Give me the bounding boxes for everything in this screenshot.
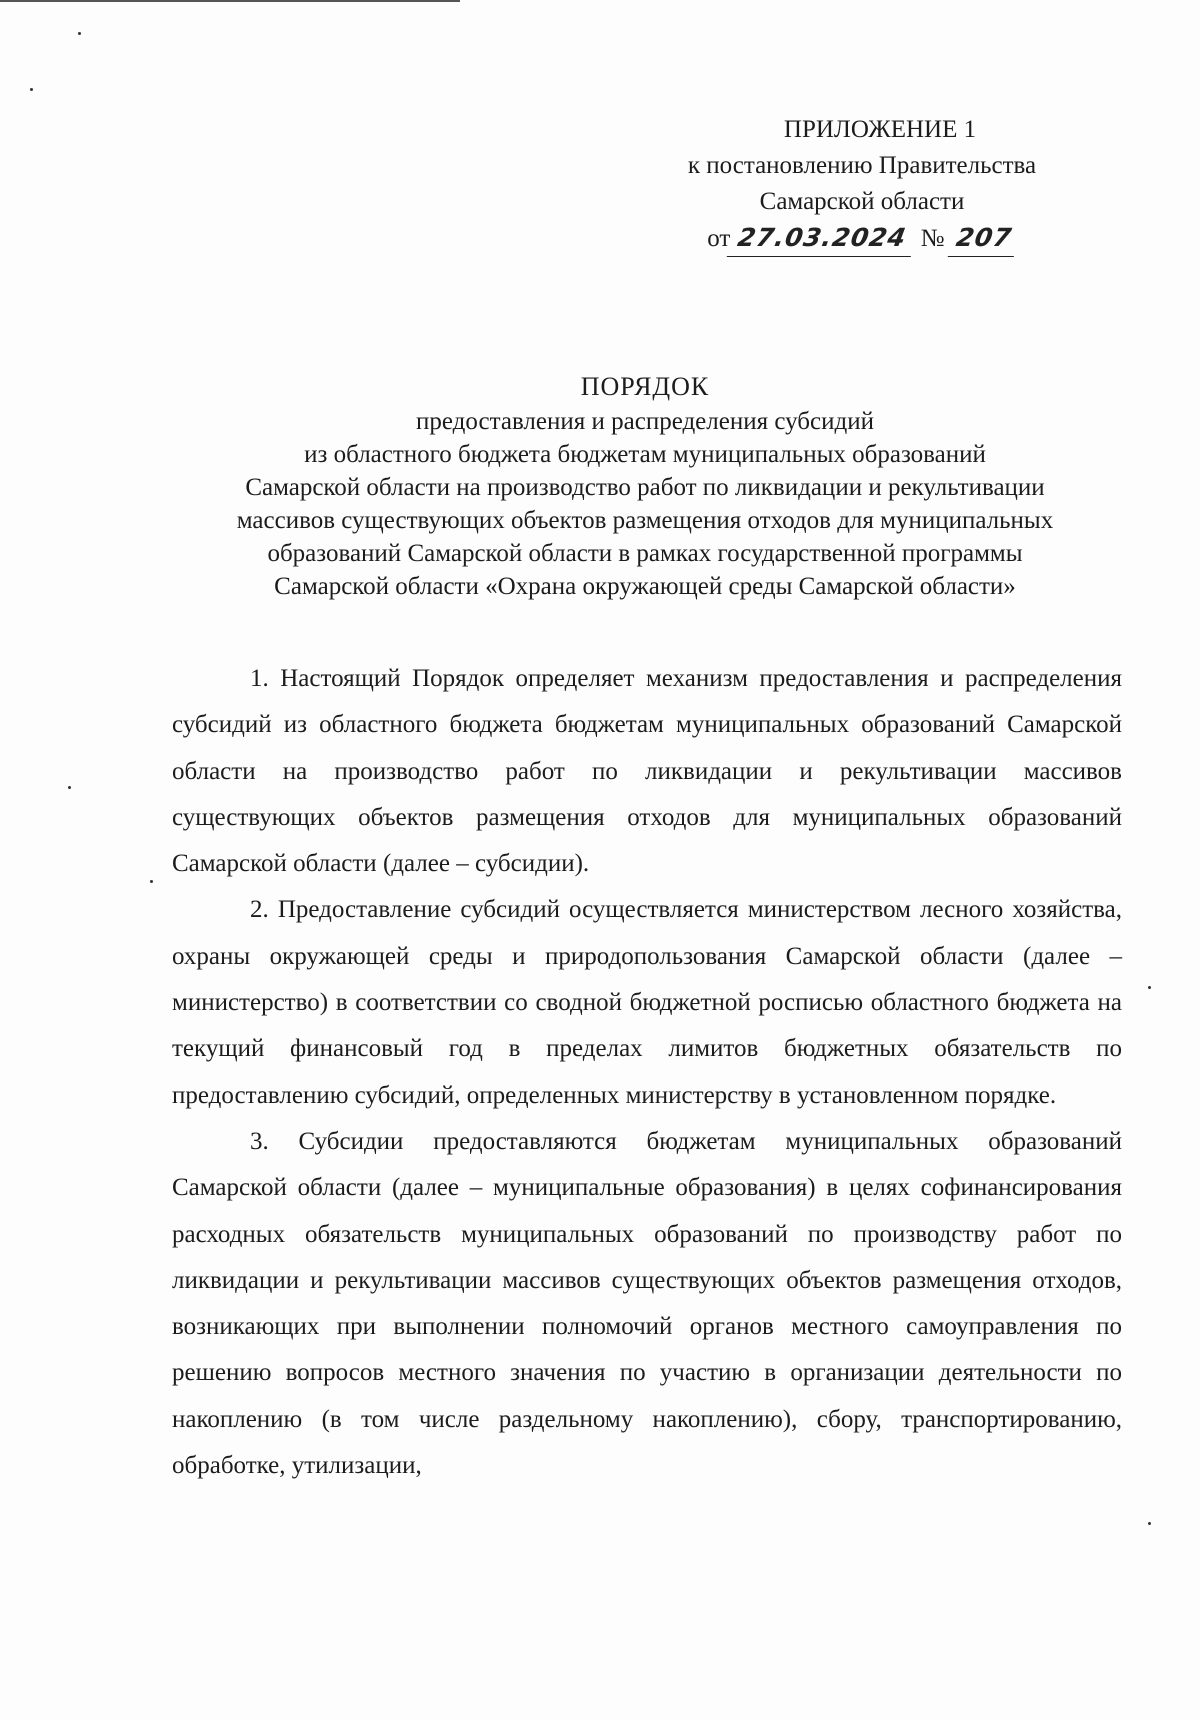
paragraph-2: 2. Предоставление субсидий осуществляется министерством лесного хозяйства, охраны окружающей среды и природопользования Самарской области (далее – министерство) в соответствии со сводной бюджетной росписью областного бюджета на текущий финансовый год в пределах лимитов бюджетных обязательств по предоставлению субсидий, определенных министерству в установленном порядке. [172, 896, 1122, 1109]
title-line: Самарской области «Охрана окружающей среды Самарской области» [274, 573, 1016, 600]
scan-speck [150, 880, 153, 883]
title-line: из областного бюджета бюджетам муниципальных образований [304, 441, 986, 468]
appendix-label: ПРИЛОЖЕНИЕ 1 [783, 116, 977, 143]
title-line: Самарской области на производство работ по ликвидации и рекультивации [245, 474, 1045, 501]
paragraph-1: 1. Настоящий Порядок определяет механизм предоставления и распределения субсидий из областного бюджета бюджетам муниципальных образований Самарской области на производство работ по ликвидации и рекультивации массивов существующих объектов размещения отходов для муниципальных образований Самарской области (далее – субсидии). [172, 665, 1122, 878]
scan-speck [30, 88, 33, 91]
paragraph-3: 3. Субсидии предоставляются бюджетам муниципальных образований Самарской области (далее – муниципальные образования) в целях софинансирования расходных обязательств муниципальных образований по производству работ по ликвидации и рекультивации массивов существующих объектов размещения отходов, возникающих при выполнении полномочий органов местного самоуправления по решению вопросов местного значения по участию в организации деятельности по накоплению (в том числе раздельному накоплению), сбору, транспортированию, обработке, утилизации, [172, 1127, 1122, 1480]
decree-date-number [652, 220, 1072, 257]
scan-speck [1148, 986, 1151, 989]
scan-speck [78, 32, 81, 35]
handwritten-number: 207 [947, 220, 1020, 257]
document-title: ПОРЯДОК [580, 372, 710, 401]
appendix-line-decree: к постановлению Правительства [687, 152, 1037, 179]
title-line: предоставления и распределения субсидий [416, 408, 874, 435]
document-body [172, 656, 1122, 1489]
scan-speck [1148, 1522, 1151, 1525]
document-title-block [170, 370, 1120, 603]
scan-speck [68, 786, 71, 789]
appendix-header [652, 112, 1072, 257]
appendix-line-region: Самарской области [759, 188, 965, 215]
title-line: массивов существующих объектов размещения отходов для муниципальных [236, 507, 1054, 534]
scan-edge-line [0, 0, 460, 2]
handwritten-date: 27.03.2024 [727, 220, 918, 257]
date-prefix: от [707, 225, 731, 252]
number-sign: № [920, 225, 945, 252]
title-line: образований Самарской области в рамках государственной программы [267, 540, 1023, 567]
